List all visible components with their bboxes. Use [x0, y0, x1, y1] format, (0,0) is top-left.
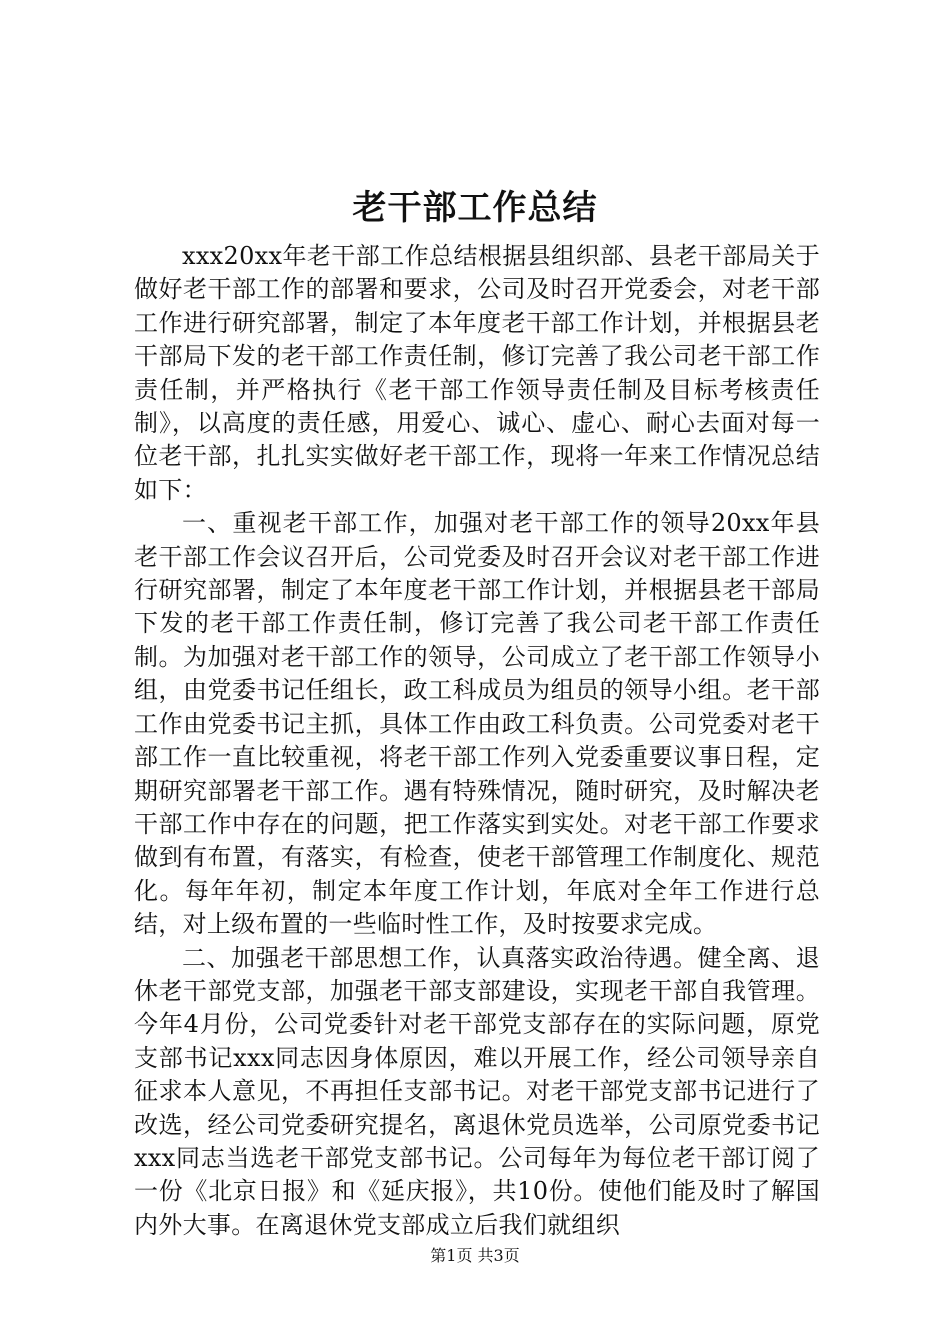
document-body — [134, 240, 820, 1242]
document-title: 老干部工作总结 — [352, 188, 598, 228]
paragraph-intro: xxx20xx年老干部工作总结根据县组织部、县老干部局关于做好老干部工作的部署和要求，公司及时召开党委会，对老干部工作进行研究部署，制定了本年度老干部工作计划，并根据县老干部局下发的老干部工作责任制，修订完善了我公司老干部工作责任制，并严格执行《老干部工作领导责任制及目标考核责任制》，以高度的责任感，用爱心、诚心、虚心、耐心去面对每一位老干部，扎扎实实做好老干部工作，现将一年来工作情况总结如下： — [134, 242, 820, 504]
page-indicator: 第1页 共3页 — [430, 1246, 520, 1265]
page-footer — [0, 1245, 950, 1267]
paragraph-section-2: 二、加强老干部思想工作，认真落实政治待遇。健全离、退休老干部党支部，加强老干部支部建设，实现老干部自我管理。今年4月份，公司党委针对老干部党支部存在的实际问题，原党支部书记xxx同志因身体原因，难以开展工作，经公司领导亲自征求本人意见，不再担任支部书记。对老干部党支部书记进行了改选，经公司党委研究提名，离退休党员选举，公司原党委书记xxx同志当选老干部党支部书记。公司每年为每位老干部订阅了一份《北京日报》和《延庆报》，共10份。使他们能及时了解国内外大事。在离退休党支部成立后我们就组织 — [134, 943, 820, 1239]
paragraph-section-1: 一、重视老干部工作，加强对老干部工作的领导20xx年县老干部工作会议召开后，公司党委及时召开会议对老干部工作进行研究部署，制定了本年度老干部工作计划，并根据县老干部局下发的老干部工作责任制，修订完善了我公司老干部工作责任制。为加强对老干部工作的领导，公司成立了老干部工作领导小组，由党委书记任组长，政工科成员为组员的领导小组。老干部工作由党委书记主抓，具体工作由政工科负责。公司党委对老干部工作一直比较重视，将老干部工作列入党委重要议事日程，定期研究部署老干部工作。遇有特殊情况，随时研究，及时解决老干部工作中存在的问题，把工作落实到实处。对老干部工作要求做到有布置，有落实，有检查，使老干部管理工作制度化、规范化。每年年初，制定本年度工作计划，年底对全年工作进行总结，对上级布置的一些临时性工作，及时按要求完成。 — [134, 509, 820, 939]
